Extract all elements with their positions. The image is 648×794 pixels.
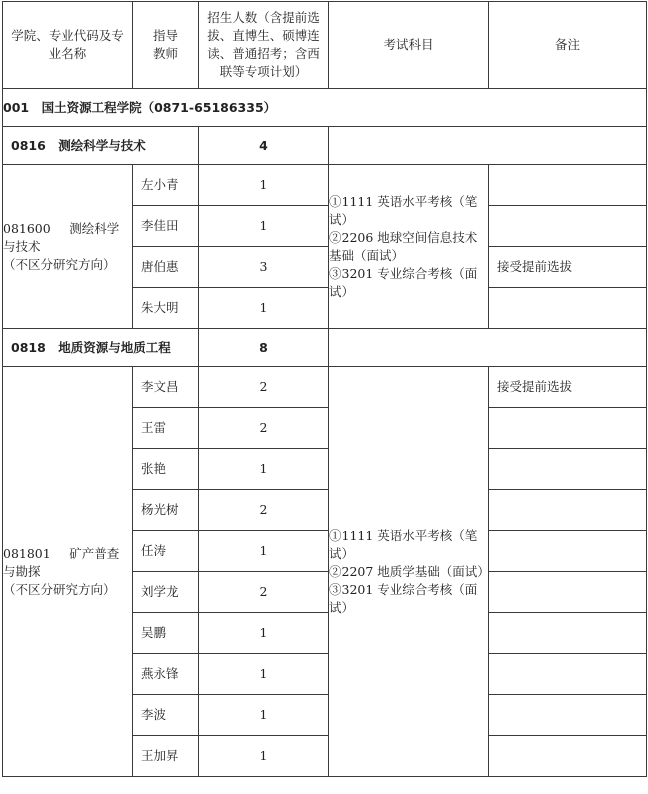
program-direction: （不区分研究方向） [3, 581, 116, 597]
program-name-cont: 与技术 [3, 238, 41, 254]
note-cell [489, 288, 647, 329]
major-row-0818 [3, 329, 647, 367]
program-name-cont: 与勘探 [3, 563, 41, 579]
quota-value: 1 [199, 531, 329, 572]
note-cell [489, 531, 647, 572]
exam-subject: ①1111 英语水平考核（笔试） [329, 193, 478, 227]
quota-value: 2 [199, 572, 329, 613]
supervisor-name: 任涛 [133, 531, 199, 572]
note-cell [489, 613, 647, 654]
program-code-name: 081600 测绘科学 [3, 220, 120, 236]
header-notes: 备注 [489, 2, 647, 89]
supervisor-name: 唐伯惠 [133, 247, 199, 288]
header-quota: 招生人数（含提前选拔、直博生、硕博连读、普通招考；含西联等专项计划） [199, 2, 329, 89]
header-row [3, 2, 647, 89]
quota-value: 1 [199, 736, 329, 777]
note-cell [489, 490, 647, 531]
exam-subject: ①1111 英语水平考核（笔试） [329, 527, 478, 561]
note-cell [489, 408, 647, 449]
admissions-table [2, 1, 647, 777]
program-direction: （不区分研究方向） [3, 256, 116, 272]
program-cell [3, 165, 133, 329]
supervisor-name: 王加昇 [133, 736, 199, 777]
quota-value: 3 [199, 247, 329, 288]
note-cell [489, 206, 647, 247]
table-row [3, 165, 647, 206]
note-cell [489, 736, 647, 777]
note-cell [489, 572, 647, 613]
quota-value: 1 [199, 695, 329, 736]
header-program: 学院、专业代码及专业名称 [3, 2, 133, 89]
school-title: 001 国土资源工程学院（0871-65186335） [3, 89, 647, 127]
exam-subject: ②2207 地质学基础（面试） [329, 563, 490, 579]
supervisor-name: 李佳田 [133, 206, 199, 247]
note-cell [489, 654, 647, 695]
program-cell [3, 367, 133, 777]
note-cell [489, 449, 647, 490]
supervisor-name: 李文昌 [133, 367, 199, 408]
header-exam: 考试科目 [329, 2, 489, 89]
major-total: 4 [199, 127, 329, 165]
exam-subjects-cell [329, 165, 489, 329]
header-supervisor: 指导教师 [133, 2, 199, 89]
supervisor-name: 燕永锋 [133, 654, 199, 695]
major-row-blank [329, 329, 647, 367]
supervisor-name: 朱大明 [133, 288, 199, 329]
quota-value: 2 [199, 367, 329, 408]
exam-subject: ③3201 专业综合考核（面试） [329, 265, 478, 299]
major-title: 0816 测绘科学与技术 [3, 127, 199, 165]
school-row [3, 89, 647, 127]
major-total: 8 [199, 329, 329, 367]
quota-value: 1 [199, 449, 329, 490]
note-cell: 接受提前选拔 [489, 247, 647, 288]
table-row [3, 367, 647, 408]
quota-value: 1 [199, 165, 329, 206]
supervisor-name: 王雷 [133, 408, 199, 449]
note-cell: 接受提前选拔 [489, 367, 647, 408]
exam-subject: ③3201 专业综合考核（面试） [329, 581, 478, 615]
supervisor-name: 张艳 [133, 449, 199, 490]
quota-value: 1 [199, 613, 329, 654]
major-row-blank [329, 127, 647, 165]
quota-value: 2 [199, 408, 329, 449]
program-code-name: 081801 矿产普查 [3, 545, 120, 561]
quota-value: 1 [199, 288, 329, 329]
quota-value: 1 [199, 654, 329, 695]
supervisor-name: 杨光树 [133, 490, 199, 531]
note-cell [489, 165, 647, 206]
exam-subjects-cell [329, 367, 489, 777]
supervisor-name: 左小青 [133, 165, 199, 206]
supervisor-name: 吴鹏 [133, 613, 199, 654]
quota-value: 1 [199, 206, 329, 247]
supervisor-name: 刘学龙 [133, 572, 199, 613]
exam-subject: ②2206 地球空间信息技术基础（面试） [329, 229, 478, 263]
note-cell [489, 695, 647, 736]
supervisor-name: 李波 [133, 695, 199, 736]
major-title: 0818 地质资源与地质工程 [3, 329, 199, 367]
major-row-0816 [3, 127, 647, 165]
quota-value: 2 [199, 490, 329, 531]
